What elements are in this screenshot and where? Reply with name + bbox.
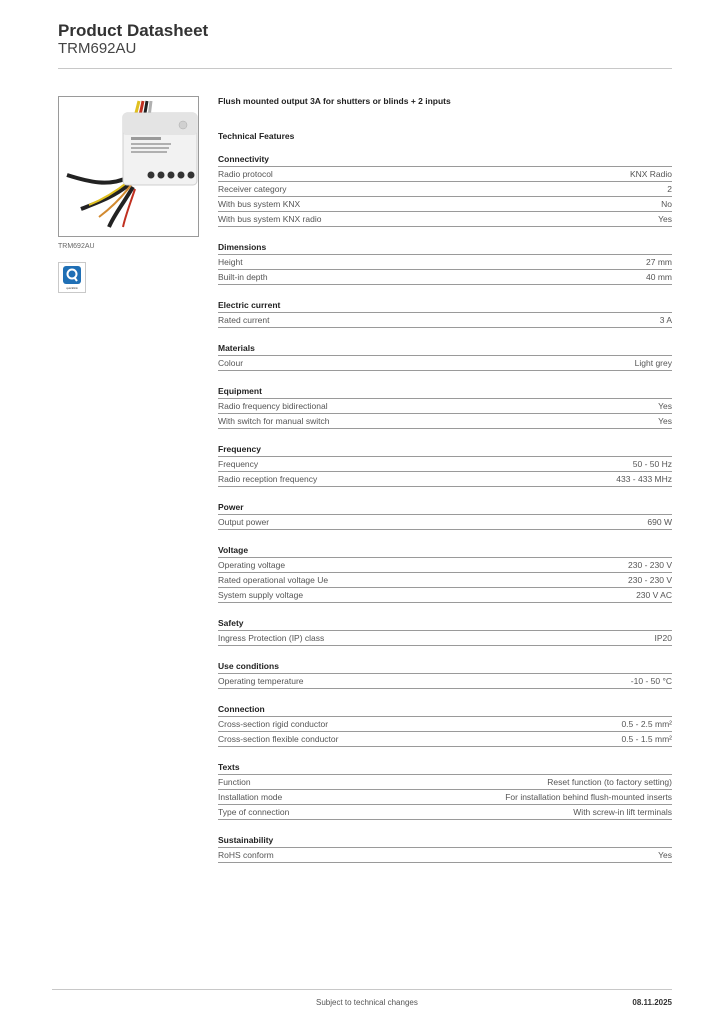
spec-section — [218, 661, 672, 689]
technical-features-heading: Technical Features — [218, 131, 295, 141]
spec-value: 230 V AC — [636, 590, 672, 600]
spec-label: Function — [218, 777, 251, 787]
spec-value: Yes — [658, 850, 672, 860]
product-headline: Flush mounted output 3A for shutters or blinds + 2 inputs — [218, 96, 451, 106]
spec-value: 50 - 50 Hz — [632, 459, 672, 469]
section-title: Equipment — [218, 386, 672, 399]
spec-value: 2 — [667, 184, 672, 194]
spec-row — [218, 631, 672, 646]
spec-value: Yes — [658, 214, 672, 224]
spec-row — [218, 399, 672, 414]
spec-row — [218, 356, 672, 371]
section-title: Materials — [218, 343, 672, 356]
spec-label: Operating voltage — [218, 560, 286, 570]
section-title: Electric current — [218, 300, 672, 313]
spec-label: Colour — [218, 358, 244, 368]
section-title: Connectivity — [218, 154, 672, 167]
spec-label: RoHS conform — [218, 850, 274, 860]
spec-value: 230 - 230 V — [628, 560, 672, 570]
spec-label: Frequency — [218, 459, 259, 469]
header-divider — [58, 68, 672, 69]
spec-row — [218, 775, 672, 790]
spec-section — [218, 704, 672, 747]
spec-value: For installation behind flush-mounted inserts — [505, 792, 672, 802]
spec-label: Height — [218, 257, 243, 267]
spec-label: System supply voltage — [218, 590, 304, 600]
spec-value: No — [661, 199, 672, 209]
spec-value: Light grey — [634, 358, 672, 368]
spec-row — [218, 674, 672, 689]
spec-label: Rated current — [218, 315, 270, 325]
spec-row — [218, 197, 672, 212]
spec-section — [218, 444, 672, 487]
spec-value: KNX Radio — [629, 169, 672, 179]
spec-row — [218, 255, 672, 270]
section-title: Texts — [218, 762, 672, 775]
section-title: Power — [218, 502, 672, 515]
spec-row — [218, 182, 672, 197]
spec-row — [218, 457, 672, 472]
spec-row — [218, 588, 672, 603]
spec-label: Cross-section flexible conductor — [218, 734, 339, 744]
page-title: Product Datasheet — [58, 21, 209, 40]
spec-value: Yes — [658, 416, 672, 426]
spec-label: Built-in depth — [218, 272, 268, 282]
spec-row — [218, 515, 672, 530]
spec-value: 230 - 230 V — [628, 575, 672, 585]
spec-section — [218, 300, 672, 328]
spec-row — [218, 558, 672, 573]
spec-row — [218, 313, 672, 328]
spec-label: Receiver category — [218, 184, 287, 194]
product-device-illustration — [59, 97, 198, 236]
spec-label: Radio reception frequency — [218, 474, 318, 484]
spec-label: Radio protocol — [218, 169, 273, 179]
spec-row — [218, 472, 672, 487]
spec-row — [218, 805, 672, 820]
spec-value: 3 A — [659, 315, 672, 325]
spec-label: Rated operational voltage Ue — [218, 575, 329, 585]
spec-row — [218, 717, 672, 732]
product-image — [58, 96, 199, 237]
spec-section — [218, 343, 672, 371]
spec-row — [218, 732, 672, 747]
badge-label: quicklink — [66, 286, 78, 290]
spec-label: Ingress Protection (IP) class — [218, 633, 325, 643]
section-title: Safety — [218, 618, 672, 631]
spec-section — [218, 835, 672, 863]
spec-label: With bus system KNX radio — [218, 214, 322, 224]
spec-label: Radio frequency bidirectional — [218, 401, 328, 411]
spec-label: Type of connection — [218, 807, 290, 817]
spec-section — [218, 762, 672, 820]
footer-date: 08.11.2025 — [632, 998, 672, 1007]
feature-sections — [218, 154, 672, 863]
spec-value: 27 mm — [646, 257, 672, 267]
spec-value: 0.5 - 1.5 mm² — [621, 734, 672, 744]
section-title: Sustainability — [218, 835, 672, 848]
spec-value: 433 - 433 MHz — [616, 474, 672, 484]
spec-row — [218, 167, 672, 182]
section-title: Frequency — [218, 444, 672, 457]
spec-value: -10 - 50 °C — [630, 676, 672, 686]
spec-row — [218, 414, 672, 429]
spec-section — [218, 154, 672, 227]
section-title: Use conditions — [218, 661, 672, 674]
spec-value: 40 mm — [646, 272, 672, 282]
spec-row — [218, 212, 672, 227]
spec-section — [218, 386, 672, 429]
spec-label: Installation mode — [218, 792, 283, 802]
spec-section — [218, 618, 672, 646]
spec-value: 690 W — [647, 517, 672, 527]
spec-row — [218, 573, 672, 588]
spec-value: 0.5 - 2.5 mm² — [621, 719, 672, 729]
spec-row — [218, 790, 672, 805]
spec-label: With bus system KNX — [218, 199, 301, 209]
product-image-caption: TRM692AU — [58, 243, 95, 250]
spec-value: Yes — [658, 401, 672, 411]
spec-label: Output power — [218, 517, 270, 527]
section-title: Connection — [218, 704, 672, 717]
footer-divider — [52, 989, 672, 990]
spec-section — [218, 242, 672, 285]
spec-value: IP20 — [654, 633, 672, 643]
section-title: Voltage — [218, 545, 672, 558]
footer-note: Subject to technical changes — [316, 998, 418, 1007]
spec-row — [218, 848, 672, 863]
spec-label: With switch for manual switch — [218, 416, 330, 426]
technical-content — [218, 95, 672, 878]
spec-label: Operating temperature — [218, 676, 304, 686]
product-model: TRM692AU — [58, 40, 137, 57]
section-title: Dimensions — [218, 242, 672, 255]
spec-section — [218, 545, 672, 603]
quicklink-badge — [58, 262, 86, 293]
spec-row — [218, 270, 672, 285]
spec-section — [218, 502, 672, 530]
spec-label: Cross-section rigid conductor — [218, 719, 329, 729]
spec-value: Reset function (to factory setting) — [547, 777, 672, 787]
spec-value: With screw-in lift terminals — [573, 807, 672, 817]
